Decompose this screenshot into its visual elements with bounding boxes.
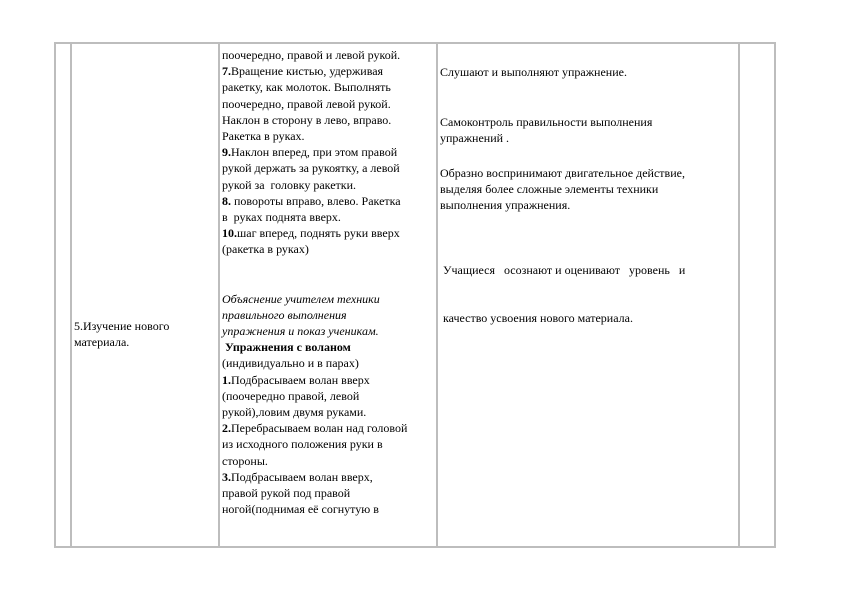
exercise-text: повороты вправо, влево. Ракетка xyxy=(231,193,401,208)
exercise-line xyxy=(222,177,407,193)
stage-line: материала. xyxy=(74,335,130,350)
exercise-text: шаг вперед, поднять руки вверх xyxy=(237,226,400,241)
exercise-text: из исходного положения руки в xyxy=(222,437,383,452)
activity-line: выделяя более сложные элементы техники xyxy=(440,181,659,196)
exercise-text: Вращение кистью, удерживая xyxy=(231,64,384,79)
exercise-number: 9. xyxy=(222,145,231,160)
exercise-line xyxy=(222,63,407,79)
table-bottom-border xyxy=(54,546,776,548)
exercise-text: Перебрасываем волан над головой xyxy=(231,421,408,436)
exercise-text: в руках поднята вверх. xyxy=(222,210,341,225)
exercise-line xyxy=(222,453,407,469)
exercise-number: 7. xyxy=(222,64,231,79)
activity-line: качество усвоения нового материала. xyxy=(440,311,633,326)
activity-line: Самоконтроль правильности выполнения xyxy=(440,115,653,130)
exercise-number: 10. xyxy=(222,226,237,241)
exercise-number: 3. xyxy=(222,469,231,484)
exercise-text: ногой(поднимая её согнутую в xyxy=(222,502,379,517)
explanation-line: Объяснение учителем техники xyxy=(222,291,380,306)
exercise-line xyxy=(222,436,407,452)
exercise-text: ракетку, как молоток. Выполнять xyxy=(222,80,391,95)
exercise-line xyxy=(222,339,407,355)
activity-line: Образно воспринимают двигательное действие, xyxy=(440,165,685,180)
exercise-line xyxy=(222,404,407,420)
exercise-content-cell xyxy=(222,47,407,517)
exercise-line xyxy=(222,193,407,209)
exercise-text: рукой держать за рукоятку, а левой xyxy=(222,161,400,176)
exercise-line xyxy=(222,388,407,404)
exercise-line xyxy=(222,209,407,225)
exercise-line xyxy=(222,160,407,176)
column-divider-3 xyxy=(436,42,438,548)
column-divider-1 xyxy=(70,42,72,548)
exercise-line xyxy=(222,469,407,485)
exercise-text: поочередно, правой и левой рукой. xyxy=(222,48,401,62)
exercise-number: 1. xyxy=(222,372,231,387)
activity-line: Учащиеся осознают и оценивают уровень и xyxy=(440,262,686,277)
exercise-line xyxy=(222,241,407,257)
exercise-line xyxy=(222,501,407,517)
activity-line: упражнений . xyxy=(440,131,510,146)
column-divider-4 xyxy=(738,42,740,548)
exercise-text: Ракетка в руках. xyxy=(222,129,305,144)
explanation-line: упражнения и показ ученикам. xyxy=(222,324,379,339)
exercise-number: 2. xyxy=(222,421,231,436)
stage-cell xyxy=(74,318,169,350)
activity-paragraph-4 xyxy=(440,229,685,359)
exercise-list-2 xyxy=(222,339,407,517)
exercise-line xyxy=(222,96,407,112)
exercise-text: Наклон вперед, при этом правой xyxy=(231,145,398,160)
exercise-text: (ракетка в руках) xyxy=(222,242,309,257)
explanation-line: правильного выполнения xyxy=(222,307,347,322)
exercise-text: (поочередно правой, левой xyxy=(222,388,360,403)
activity-paragraph-2 xyxy=(440,114,685,146)
student-activity-cell xyxy=(440,64,685,359)
activity-paragraph-3 xyxy=(440,165,685,214)
exercise-line xyxy=(222,112,407,128)
stage-line: 5.Изучение нового xyxy=(74,319,170,333)
exercise-line xyxy=(222,485,407,501)
exercise-text: Упражнения с воланом xyxy=(222,340,351,355)
exercise-text: рукой),ловим двумя руками. xyxy=(222,405,367,420)
activity-line: выполнения упражнения. xyxy=(440,198,571,213)
exercise-line xyxy=(222,47,407,63)
activity-paragraph-1 xyxy=(440,64,685,80)
column-divider-2 xyxy=(218,42,220,548)
exercise-text: Подбрасываем волан вверх, xyxy=(231,469,373,484)
exercise-text: Наклон в сторону в лево, вправо. xyxy=(222,112,392,127)
exercise-list-1 xyxy=(222,47,407,258)
exercise-text: (индивидуально и в парах) xyxy=(222,356,359,371)
exercise-line xyxy=(222,420,407,436)
exercise-line xyxy=(222,355,407,371)
exercise-line xyxy=(222,372,407,388)
exercise-text: правой рукой под правой xyxy=(222,486,351,501)
exercise-line xyxy=(222,128,407,144)
exercise-line xyxy=(222,225,407,241)
exercise-text: рукой за головку ракетки. xyxy=(222,177,357,192)
table-left-border xyxy=(54,42,56,548)
exercise-text: поочередно, правой левой рукой. xyxy=(222,96,391,111)
exercise-number: 8. xyxy=(222,193,231,208)
exercise-text: стороны. xyxy=(222,453,268,468)
teacher-explanation xyxy=(222,291,407,340)
exercise-text: Подбрасываем волан вверх xyxy=(231,372,370,387)
table-top-border xyxy=(54,42,776,44)
activity-line: Слушают и выполняют упражнение. xyxy=(440,65,627,79)
table-right-border xyxy=(774,42,776,548)
exercise-line xyxy=(222,144,407,160)
exercise-line xyxy=(222,79,407,95)
